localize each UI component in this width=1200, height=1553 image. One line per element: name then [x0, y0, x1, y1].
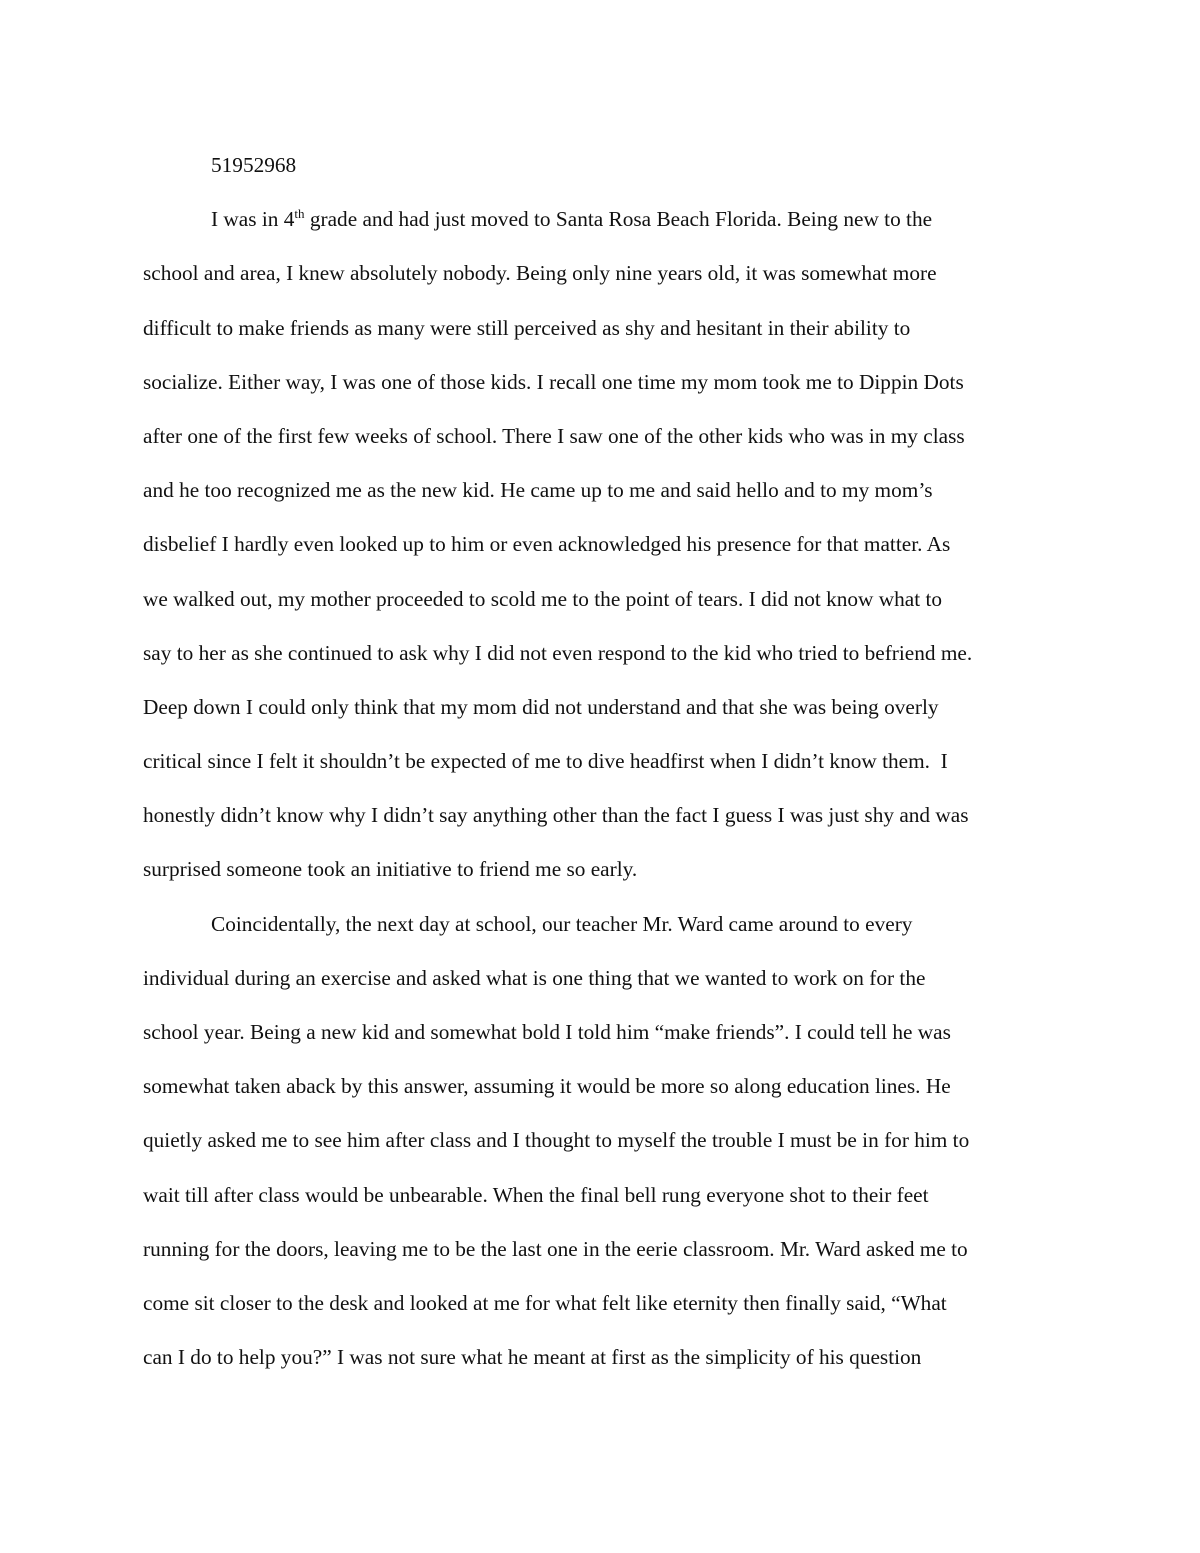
paragraph-1-line: and he too recognized me as the new kid. He came up to me and said hello and to my mom’s — [143, 478, 933, 503]
paragraph-2-line: wait till after class would be unbearable. When the final bell rung everyone shot to their feet — [143, 1182, 929, 1207]
document-body — [143, 138, 1063, 1384]
paragraph-1-line: disbelief I hardly even looked up to him or even acknowledged his presence for that matter. As — [143, 532, 951, 557]
paragraph-1-line: we walked out, my mother proceeded to scold me to the point of tears. I did not know what to — [143, 586, 943, 611]
paragraph-2-line-1: Coincidentally, the next day at school, our teacher Mr. Ward came around to every — [211, 911, 913, 936]
text-segment: grade and had just moved to Santa Rosa Beach Florida. Being new to the — [304, 207, 933, 232]
paragraph-1-line: Deep down I could only think that my mom did not understand and that she was being overly — [143, 694, 939, 719]
paragraph-1-line: say to her as she continued to ask why I did not even respond to the kid who tried to befriend me. — [143, 640, 973, 665]
paragraph-1-line: school and area, I knew absolutely nobody. Being only nine years old, it was somewhat more — [143, 261, 937, 286]
paragraph-1-line: difficult to make friends as many were still perceived as shy and hesitant in their ability to — [143, 315, 911, 340]
superscript: th — [294, 206, 305, 222]
paragraph-2-line: somewhat taken aback by this answer, assuming it would be more so along education lines. He — [143, 1074, 951, 1099]
paragraph-1-line: after one of the first few weeks of school. There I saw one of the other kids who was in my class — [143, 423, 965, 448]
paragraph-1-line: critical since I felt it shouldn’t be expected of me to dive headfirst when I didn’t know them. I — [143, 749, 948, 774]
student-id: 51952968 — [211, 153, 297, 177]
text-segment: I was in 4 — [211, 207, 295, 232]
paragraph-2-line: individual during an exercise and asked what is one thing that we wanted to work on for the — [143, 965, 926, 990]
paragraph-1-line-1 — [143, 192, 1063, 246]
paragraph-2-line: quietly asked me to see him after class and I thought to myself the trouble I must be in for him to — [143, 1128, 970, 1153]
paragraph-1-line: surprised someone took an initiative to friend me so early. — [143, 857, 638, 882]
paragraph-2-line: come sit closer to the desk and looked at me for what felt like eternity then finally said, “What — [143, 1290, 947, 1315]
paragraph-2-line: running for the doors, leaving me to be the last one in the eerie classroom. Mr. Ward asked me to — [143, 1236, 968, 1261]
paragraph-2-line: can I do to help you?” I was not sure what he meant at first as the simplicity of his question — [143, 1345, 922, 1370]
paragraph-1-line: honestly didn’t know why I didn’t say anything other than the fact I guess I was just shy and was — [143, 803, 969, 828]
paragraph-1-line: socialize. Either way, I was one of those kids. I recall one time my mom took me to Dippin Dots — [143, 369, 964, 394]
paragraph-2-line: school year. Being a new kid and somewhat bold I told him “make friends”. I could tell he was — [143, 1020, 951, 1044]
